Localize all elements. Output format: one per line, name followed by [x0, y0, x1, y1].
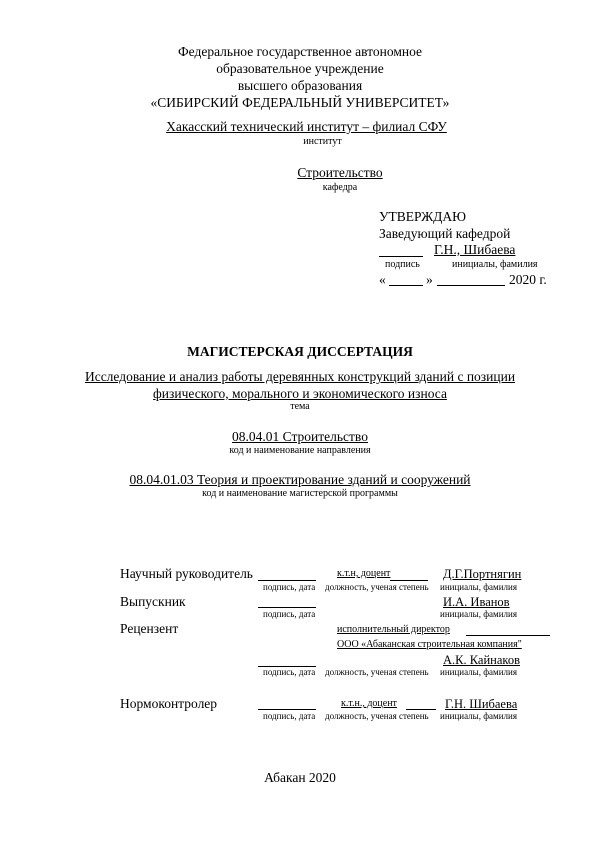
supervisor-position-line — [390, 580, 428, 581]
normcontrol-position: к.т.н., доцент — [341, 698, 397, 709]
reviewer-position-1: исполнительный директор — [337, 624, 450, 635]
department-name: Строительство — [297, 165, 383, 180]
reviewer-position-2: ООО «Абаканская строительная компания" — [337, 639, 522, 650]
header-line-1: Федеральное государственное автономное — [177, 44, 422, 59]
normcontrol-signature-line — [258, 709, 316, 710]
header-line-3: высшего образования — [237, 78, 363, 93]
institute-caption: институт — [303, 136, 342, 147]
normcontrol-role: Нормоконтролер — [120, 696, 218, 711]
topic-line-1: Исследование и анализ работы деревянных конструкций зданий с позиции — [84, 369, 516, 384]
supervisor-role: Научный руководитель — [120, 566, 253, 581]
normcontrol-caption-name: инициалы, фамилия — [440, 711, 517, 721]
reviewer-role: Рецензент — [120, 621, 179, 636]
graduate-caption-name: инициалы, фамилия — [440, 609, 517, 619]
supervisor-name: Д.Г.Портнягин — [443, 567, 522, 581]
department-caption: кафедра — [322, 182, 358, 193]
topic-line-2: физического, морального и экономического износа — [153, 386, 447, 401]
approval-caption-name: инициалы, фамилия — [452, 259, 538, 270]
supervisor-signature-line — [258, 580, 316, 581]
supervisor-caption-name: инициалы, фамилия — [440, 582, 517, 592]
approval-name: Г.Н., Шибаева — [434, 242, 516, 257]
approval-date-close: » — [426, 272, 433, 287]
approval-day-line — [389, 285, 423, 286]
institute-name: Хакасский технический институт – филиал СФУ — [166, 119, 447, 134]
document-type: МАГИСТЕРСКАЯ ДИССЕРТАЦИЯ — [187, 344, 413, 359]
city-year: Абакан 2020 — [264, 770, 336, 785]
normcontrol-position-line — [406, 709, 436, 710]
normcontrol-caption-position: должность, ученая степень — [325, 711, 429, 721]
normcontrol-name: Г.Н. Шибаева — [445, 697, 518, 711]
reviewer-caption-position: должность, ученая степень — [325, 667, 429, 677]
supervisor-caption-sign: подпись, дата — [263, 582, 316, 592]
program: 08.04.01.03 Теория и проектирование зданий и сооружений — [129, 472, 471, 487]
supervisor-caption-position: должность, ученая степень — [325, 582, 429, 592]
reviewer-caption-sign: подпись, дата — [263, 667, 316, 677]
approval-year: 2020 г. — [509, 272, 547, 287]
approval-caption-sign: подпись — [385, 259, 420, 270]
approval-title: УТВЕРЖДАЮ — [379, 209, 467, 224]
reviewer-name: А.К. Кайнаков — [443, 653, 520, 667]
reviewer-caption-name: инициалы, фамилия — [440, 667, 517, 677]
graduate-signature-line — [258, 607, 316, 608]
topic-caption: тема — [290, 401, 310, 412]
graduate-role: Выпускник — [120, 594, 186, 609]
normcontrol-caption-sign: подпись, дата — [263, 711, 316, 721]
reviewer-position-line — [466, 635, 550, 636]
approval-month-line — [437, 285, 505, 286]
program-caption: код и наименование магистерской программы — [202, 488, 398, 499]
approval-role: Заведующий кафедрой — [379, 226, 511, 241]
graduate-name: И.А. Иванов — [443, 595, 510, 609]
graduate-caption-sign: подпись, дата — [263, 609, 316, 619]
direction: 08.04.01 Строительство — [232, 429, 368, 444]
university-name: «СИБИРСКИЙ ФЕДЕРАЛЬНЫЙ УНИВЕРСИТЕТ» — [150, 95, 450, 110]
supervisor-position: к.т.н, доцент — [337, 568, 391, 579]
direction-caption: код и наименование направления — [229, 445, 371, 456]
approval-date-open: « — [379, 272, 386, 287]
approval-signature-line — [379, 256, 423, 257]
header-line-2: образовательное учреждение — [216, 61, 384, 76]
